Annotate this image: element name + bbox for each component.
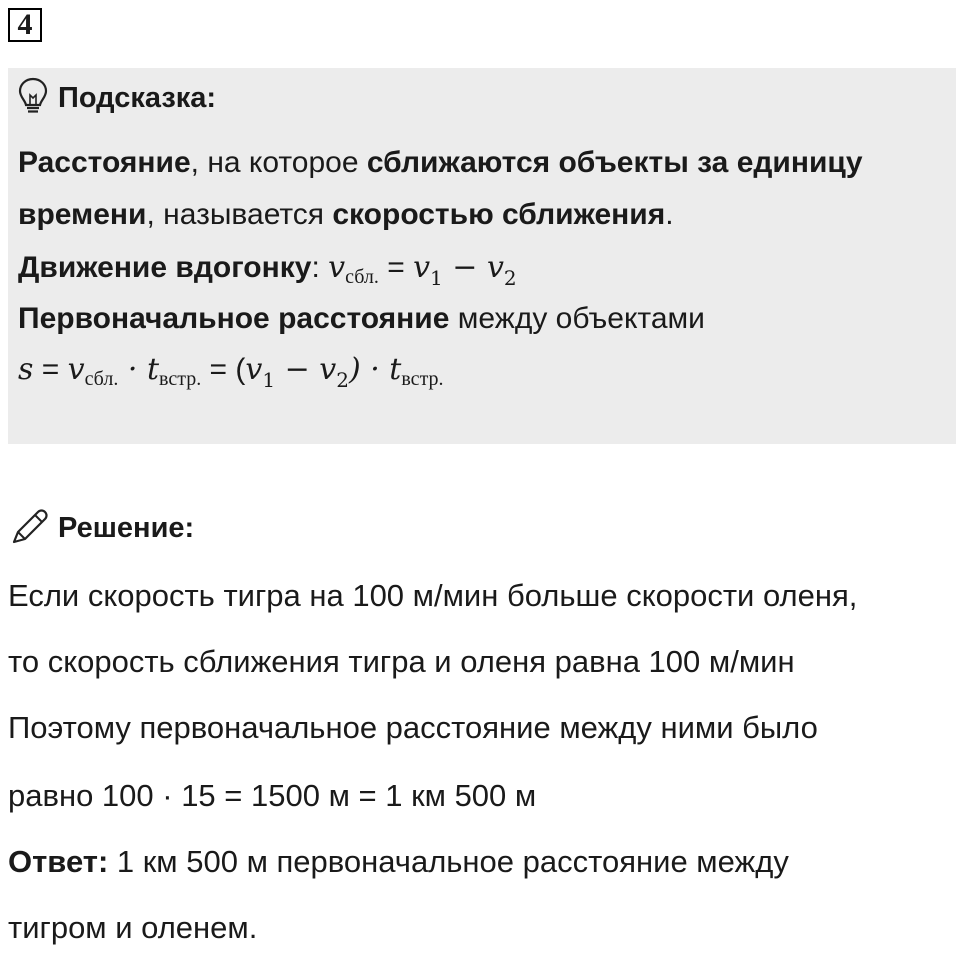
solution-header xyxy=(10,506,194,550)
solution-line: то скорость сближения тигра и оленя равна 100 м/мин xyxy=(8,644,795,679)
lightbulb-icon xyxy=(18,77,48,120)
hint-line-2: времени, называется скоростью сближения. xyxy=(18,198,674,231)
answer-line-continued: тигром и оленем. xyxy=(8,910,258,945)
answer-label: Ответ: xyxy=(8,844,109,879)
hint-line-1: Расстояние, на которое сближаются объекты за единицу xyxy=(18,146,863,179)
hint-header xyxy=(18,76,216,120)
hint-line-4: Первоначальное расстояние между объектами xyxy=(18,302,705,335)
pencil-icon xyxy=(10,506,50,551)
solution-line: Если скорость тигра на 100 м/мин больше скорости оленя, xyxy=(8,578,858,613)
solution-line: равно 100 · 15 = 1500 м = 1 км 500 м xyxy=(8,778,537,813)
answer-text: 1 км 500 м первоначальное расстояние между xyxy=(108,844,789,879)
hint-line-distance-formula: $s = v_{сбл.} \cdot t_{встр.} = (v_1 - v_2) \cdot t_{встр.}$ xyxy=(18,352,444,392)
answer-line xyxy=(8,844,789,880)
solution-line: Поэтому первоначальное расстояние между ними было xyxy=(8,710,818,745)
task-number: 4 xyxy=(8,8,42,42)
hint-title: Подсказка: xyxy=(58,81,217,114)
solution-title: Решение: xyxy=(58,511,195,544)
hint-line-catch-up-formula: Движение вдогонку: $v_{сбл.} = v_1 - v_2$ xyxy=(18,250,517,290)
